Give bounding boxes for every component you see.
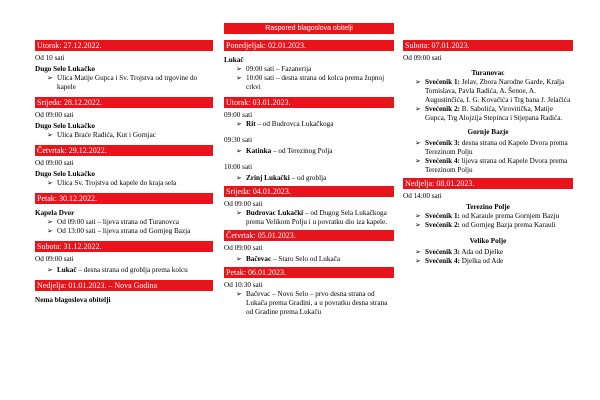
list-item: ➢ Svećenik 2: od Gornjeg Bazja prema Karauli xyxy=(415,221,556,229)
day-header: Petak: 30.12.2022. xyxy=(35,193,213,204)
list-item: ➢ Od 09:00 sati – lijeva strana od Turanovca xyxy=(47,218,179,226)
place-name: Kapela Dvor xyxy=(35,209,75,217)
bullet-list xyxy=(403,212,573,230)
bullet-list xyxy=(35,74,213,92)
place-name: Turanovac xyxy=(471,69,505,77)
page-title: Raspored blagoslova obitelji xyxy=(224,23,394,34)
place-name: Terezino Polje xyxy=(466,203,510,211)
schedule-column-3 xyxy=(403,40,573,266)
bullet-list xyxy=(403,78,573,123)
place-name: Veliko Polje xyxy=(469,237,507,245)
time-text: 09:30 sati xyxy=(224,136,253,144)
list-item: ➢ Svećenik 1: Jelav, Zbora Narodne Garde, Kralja Tomislava, Pavla Radića, A. Šenoe, A. Augustinčića, I. G. Kovačića i Trg bana J. Jelačića xyxy=(415,78,571,104)
schedule-column-1 xyxy=(35,40,213,305)
arrow-bullet-icon: ➢ xyxy=(236,74,242,82)
list-item: ➢ Ulica Sv. Trojstva od kapele do kraja sela xyxy=(47,179,177,187)
arrow-bullet-icon: ➢ xyxy=(415,248,421,256)
day-header: Subota: 07.01.2023. xyxy=(403,40,573,51)
list-item: ➢ Svećenik 4: lijeva strana od Kapele Dvora prema Terezinom Polju xyxy=(415,157,568,174)
list-item: ➢ 09:00 sati – Fazanerija xyxy=(236,65,312,73)
bullet-list xyxy=(224,120,394,129)
arrow-bullet-icon: ➢ xyxy=(415,157,421,165)
bullet-list xyxy=(403,139,573,175)
list-item: ➢ Budrovac Lukački – od Dugog Sela Lukačkoga prema Velikom Polju i u povratku dio iza kapele. xyxy=(236,209,387,226)
place-name: Lukač xyxy=(224,56,244,64)
list-item: ➢ Svećenik 3: Ada od Djelke xyxy=(415,248,504,256)
arrow-bullet-icon: ➢ xyxy=(415,78,421,86)
bullet-list xyxy=(224,65,394,92)
arrow-bullet-icon: ➢ xyxy=(47,266,53,274)
list-item: ➢ Lukač – desna strana od groblja prema kolcu xyxy=(47,266,188,274)
list-item: ➢ Od 13:00 sati – lijeva strana od Gornjeg Bazja xyxy=(47,227,191,235)
time-text: 09:00 sati xyxy=(224,111,253,119)
bullet-list xyxy=(224,209,394,227)
arrow-bullet-icon: ➢ xyxy=(415,139,421,147)
day-header: Utorak: 27.12.2022. xyxy=(35,40,213,51)
time-text: Od 10:30 sati xyxy=(224,281,263,289)
time-text: Od 09:00 sati xyxy=(35,159,74,167)
arrow-bullet-icon: ➢ xyxy=(236,147,242,155)
list-item: ➢ Bačevac – Staro Selo od Lukača xyxy=(236,255,341,263)
day-header: Ponedjeljak: 02.01.2023. xyxy=(224,40,394,51)
day-header: Nedjelja: 08.01.2023. xyxy=(403,178,573,189)
bullet-list xyxy=(224,174,394,183)
time-text: Od 09:00 sati xyxy=(224,200,263,208)
time-text: 10:00 sati xyxy=(224,163,253,171)
place-name: Gornje Bazje xyxy=(467,128,509,136)
arrow-bullet-icon: ➢ xyxy=(415,105,421,113)
arrow-bullet-icon: ➢ xyxy=(415,257,421,265)
list-item: ➢ Zrinj Lukački – od groblja xyxy=(236,174,327,182)
list-item: ➢ Svećenik 2: B. Sabolića, Virovitička, Matije Gupca, Trg Alojzija Stepinca i Stjepana Radića. xyxy=(415,105,563,122)
list-item: ➢ 10:00 sati – desna strana od kolca prema župnoj crkvi xyxy=(236,74,385,91)
time-text: Od 14:00 sati xyxy=(403,192,442,200)
list-item: ➢ Svećenik 1: od Karaule prema Gornjem Bazju xyxy=(415,212,560,220)
arrow-bullet-icon: ➢ xyxy=(236,120,242,128)
arrow-bullet-icon: ➢ xyxy=(47,74,53,82)
bullet-list xyxy=(224,255,394,264)
arrow-bullet-icon: ➢ xyxy=(47,179,53,187)
arrow-bullet-icon: ➢ xyxy=(415,212,421,220)
time-text: Od 09:00 sati xyxy=(35,255,74,263)
list-item: ➢ Bačevac – Novo Selo – prvo desna strana od Lukača prema Gradini, a u povratku desna strana od Gradine prema Lukaču xyxy=(236,290,388,316)
day-header: Četvrtak: 29.12.2022. xyxy=(35,145,213,156)
list-item: ➢ Rit – od Budrovca Lukačkoga xyxy=(236,120,334,128)
list-item: ➢ Svećenik 3: desna strana od Kapele Dvora prema Terezinom Polju xyxy=(415,139,568,156)
arrow-bullet-icon: ➢ xyxy=(47,131,53,139)
list-item: ➢ Katinka – od Terezinog Polja xyxy=(236,147,333,155)
arrow-bullet-icon: ➢ xyxy=(236,255,242,263)
place-name: Dugo Selo Lukačko xyxy=(35,170,95,178)
list-item: ➢ Ulica Braće Radića, Kut i Gornjac xyxy=(47,131,156,139)
day-header: Nedjelja: 01.01.2023. – Nova Godina xyxy=(35,280,213,291)
arrow-bullet-icon: ➢ xyxy=(236,65,242,73)
list-item: ➢ Ulica Matije Gupca i Sv. Trojstva od trgovine do kapele xyxy=(47,74,198,91)
day-header: Petak: 06.01.2023. xyxy=(224,267,394,278)
arrow-bullet-icon: ➢ xyxy=(47,218,53,226)
time-text: Od 10 sati xyxy=(35,54,65,62)
note-text: Nema blagoslova obitelji xyxy=(35,296,111,304)
time-text: Od 09:00 sati xyxy=(224,244,263,252)
arrow-bullet-icon: ➢ xyxy=(236,209,242,217)
day-header: Subota: 31.12.2022. xyxy=(35,241,213,252)
time-text: Od 09:00 sati xyxy=(403,54,442,62)
arrow-bullet-icon: ➢ xyxy=(415,221,421,229)
time-text: Od 09:00 sati xyxy=(35,111,74,119)
bullet-list xyxy=(35,218,213,236)
day-header: Srijeda: 04.01.2023. xyxy=(224,186,394,197)
arrow-bullet-icon: ➢ xyxy=(236,174,242,182)
day-header: Utorak: 03.01.2023. xyxy=(224,97,394,108)
arrow-bullet-icon: ➢ xyxy=(47,227,53,235)
list-item: ➢ Svećenik 4: Djelka od Ade xyxy=(415,257,504,265)
bullet-list xyxy=(224,147,394,156)
arrow-bullet-icon: ➢ xyxy=(236,290,242,298)
day-header: Srijeda: 28.12.2022. xyxy=(35,97,213,108)
bullet-list xyxy=(35,266,213,275)
place-name: Dugo Selo Lukačko xyxy=(35,122,95,130)
bullet-list xyxy=(35,131,213,140)
day-header: Četvrtak: 05.01.2023. xyxy=(224,230,394,241)
bullet-list xyxy=(224,290,394,317)
bullet-list xyxy=(403,248,573,266)
place-name: Dugo Selo Lukačko xyxy=(35,65,95,73)
schedule-column-2 xyxy=(224,40,394,317)
bullet-list xyxy=(35,179,213,188)
